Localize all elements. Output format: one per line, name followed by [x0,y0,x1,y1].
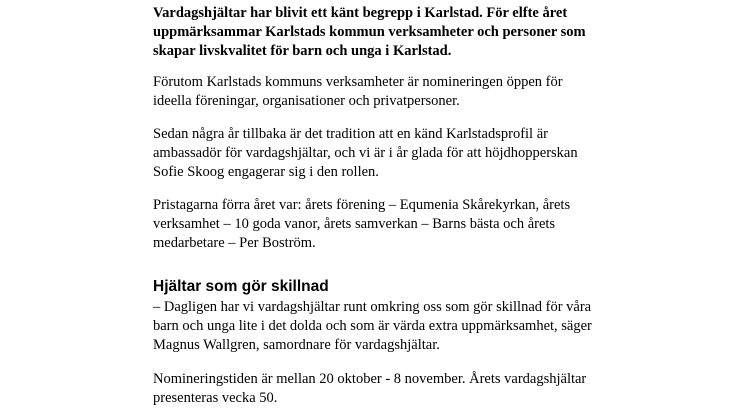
text-line: Vardagshjältar har blivit ett känt begrepp i Karlstad. För elfte året [153,5,568,21]
text-line: skapar livskvalitet för barn och unga i Karlstad. [153,43,452,59]
lead-paragraph [153,4,623,61]
text-line: Sedan några år tillbaka är det tradition att en känd Karlstadsprofil är [153,126,548,142]
text-line: Förutom Karlstads kommuns verksamheter är nomineringen öppen för [153,74,563,90]
text-line: presenteras vecka 50. [153,390,278,406]
text-line: – Dagligen har vi vardagshjältar runt omkring oss som gör skillnad för våra [153,299,592,315]
paragraph-previous-winners [153,196,623,253]
text-line: Nomineringstiden är mellan 20 oktober - 8 november. Årets vardagshjältar [153,371,587,387]
paragraph-nomination-period [153,370,623,408]
text-line: verksamhet – 10 goda vanor, årets samverkan – Barns bästa och årets [153,216,556,232]
text-line: medarbetare – Per Boström. [153,235,316,251]
text-line: ideella föreningar, organisationer och privatpersoner. [153,93,460,109]
text-line: Pristagarna förra året var: årets förening – Equmenia Skårekyrkan, årets [153,197,571,213]
paragraph-nominations-open [153,73,623,111]
paragraph-ambassador [153,125,623,182]
text-line: Magnus Wallgren, samordnare för vardagshjältar. [153,337,440,353]
text-line: barn och unga lite i det dolda och som är värda extra uppmärksamhet, säger [153,318,592,334]
section-heading: Hjältar som gör skillnad [153,277,329,295]
text-line: ambassadör för vardagshjältar, och vi är i år glada för att höjdhopperskan [153,145,578,161]
text-line: uppmärksammar Karlstads kommun verksamheter och personer som [153,24,586,40]
paragraph-quote [153,298,623,355]
text-line: Sofie Skoog engagerar sig i den rollen. [153,164,379,180]
